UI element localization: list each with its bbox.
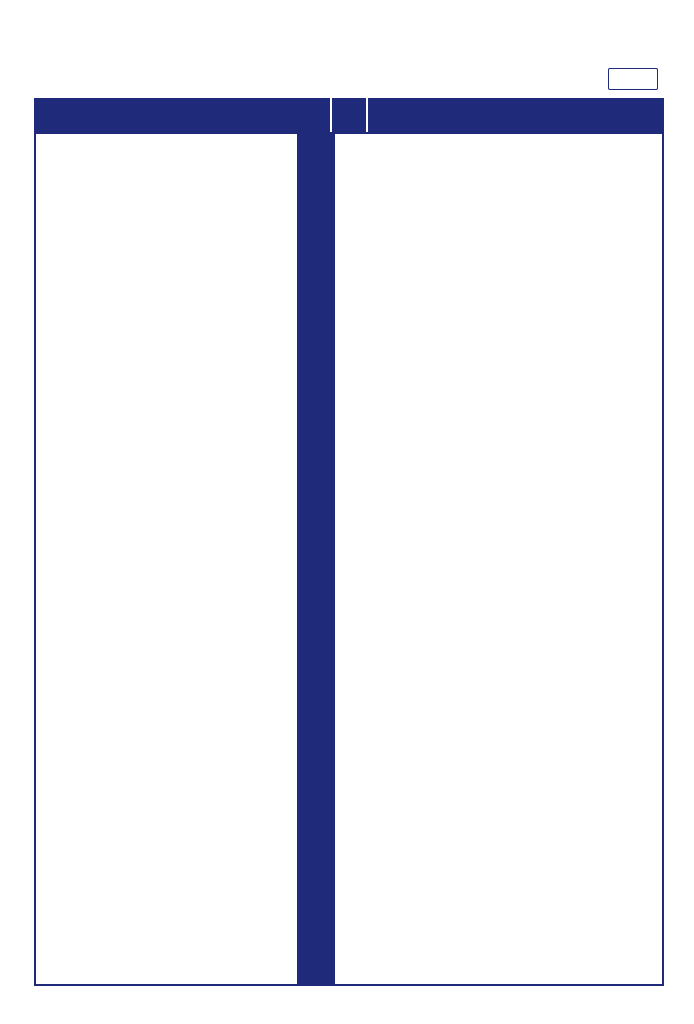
soy-ink-logo bbox=[608, 68, 658, 90]
hour-column bbox=[297, 132, 335, 986]
timetable-frame bbox=[34, 132, 664, 986]
column-header-bar bbox=[34, 98, 664, 132]
hour-header-divider bbox=[330, 98, 368, 132]
